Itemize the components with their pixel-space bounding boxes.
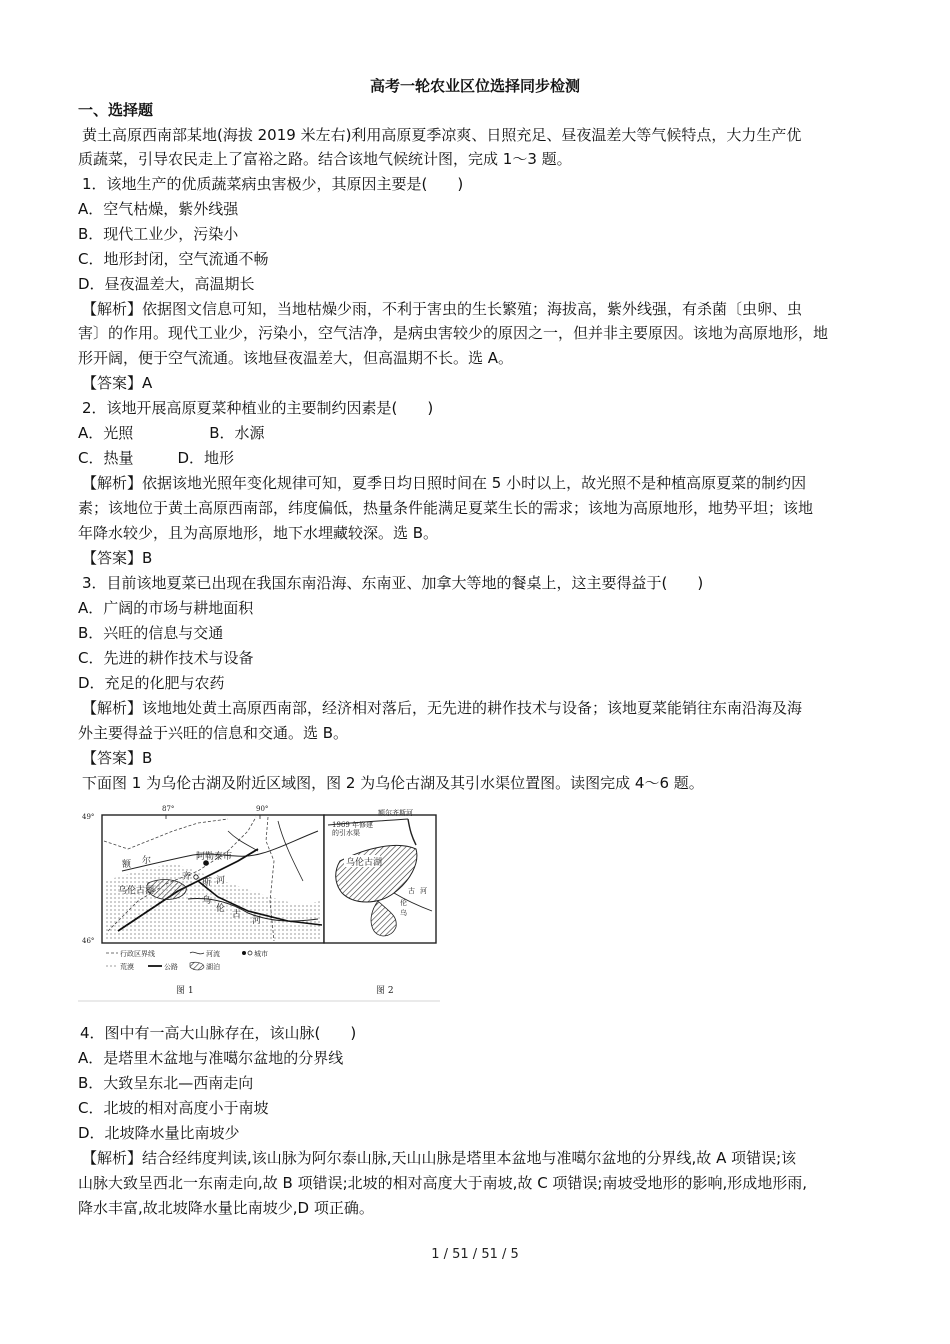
legend-label: 公路 bbox=[164, 963, 178, 971]
option: B．水源 bbox=[209, 424, 265, 442]
analysis-line: 【解析】该地地处黄土高原西南部，经济相对落后，无先进的耕作技术与设备；该地夏菜能销往东南沿海及海 bbox=[82, 699, 803, 717]
canal-label: 1969 年修建 bbox=[332, 821, 374, 829]
answer: 【答案】A bbox=[82, 374, 153, 392]
option: D．充足的化肥与农药 bbox=[78, 674, 225, 692]
river-label: 额尔齐斯河 bbox=[378, 809, 413, 817]
analysis-line: 【解析】依据图文信息可知，当地枯燥少雨，不利于害虫的生长繁殖；海拔高，紫外线强，有杀菌〔虫卵、虫 bbox=[82, 300, 803, 318]
river-label: 河 bbox=[420, 887, 427, 895]
lake-label: 乌伦古湖 bbox=[346, 858, 383, 868]
town-marker bbox=[194, 875, 198, 879]
option-row bbox=[78, 447, 234, 469]
figure-caption: 图 1 bbox=[176, 986, 194, 996]
answer: 【答案】B bbox=[82, 549, 153, 567]
lon-label: 87° bbox=[162, 805, 175, 813]
option: B．大致呈东北—西南走向 bbox=[78, 1074, 254, 1092]
river-label: 古 bbox=[232, 910, 242, 920]
analysis-line: 年降水较少，且为高原地形，地下水埋藏较深。选 B。 bbox=[78, 524, 439, 542]
river-label: 尔 bbox=[142, 856, 152, 866]
analysis-line: 【解析】结合经纬度判读,该山脉为阿尔泰山脉,天山山脉是塔里本盆地与准噶尔盆地的分界线,故 A 项错误;该 bbox=[82, 1149, 797, 1167]
page-title: 高考一轮农业区位选择同步检测 bbox=[369, 77, 580, 95]
intro-line: 下面图 1 为乌伦古湖及附近区域图，图 2 为乌伦古湖及其引水渠位置图。读图完成 4～6 题。 bbox=[82, 774, 704, 792]
lat-label: 46° bbox=[82, 937, 95, 945]
option: C．地形封闭，空气流通不畅 bbox=[78, 250, 269, 268]
option: B．现代工业少，污染小 bbox=[78, 225, 239, 243]
option: C．热量 bbox=[78, 449, 134, 467]
analysis-line: 害〕的作用。现代工业少，污染小，空气洁净，是病虫害较少的原因之一，但并非主要原因。该地为高原地形，地 bbox=[78, 324, 829, 342]
intro-line: 黄土高原西南部某地(海拔 2019 米左右)利用高原夏季凉爽、日照充足、昼夜温差大等气候特点，大力生产优 bbox=[82, 126, 802, 144]
option: A．是塔里木盆地与准噶尔盆地的分界线 bbox=[78, 1049, 344, 1067]
question-stem: 4．图中有一高大山脉存在，该山脉( ) bbox=[80, 1024, 357, 1042]
option: A．光照 bbox=[78, 424, 134, 442]
option: D．昼夜温差大，高温期长 bbox=[78, 275, 255, 293]
legend-label: 河流 bbox=[206, 950, 220, 958]
map-figure bbox=[78, 801, 440, 1003]
option: C．北坡的相对高度小于南坡 bbox=[78, 1099, 269, 1117]
question-stem: 2．该地开展高原夏菜种植业的主要制约因素是( ) bbox=[82, 399, 434, 417]
analysis-line: 山脉大致呈西北一东南走向,故 B 项错误;北坡的相对高度大于南坡,故 C 项错误;南坡受地形的影响,形成地形雨, bbox=[78, 1174, 808, 1192]
river-label: 河 bbox=[216, 876, 226, 886]
legend-label: 城市 bbox=[254, 950, 268, 958]
intro-line: 质蔬菜，引导农民走上了富裕之路。结合该地气候统计图，完成 1～3 题。 bbox=[78, 150, 572, 168]
city-label: 阿勒泰市 bbox=[196, 852, 233, 862]
question-stem: 1．该地生产的优质蔬菜病虫害极少，其原因主要是( ) bbox=[82, 175, 464, 193]
option: A．空气枯燥，紫外线强 bbox=[78, 200, 239, 218]
option: A．广阔的市场与耕地面积 bbox=[78, 599, 254, 617]
river-label: 河 bbox=[252, 916, 262, 926]
river-label: 斯 bbox=[202, 878, 212, 888]
option-row bbox=[78, 422, 265, 444]
river-label: 伦 bbox=[216, 904, 226, 914]
legend-label: 荒漠 bbox=[120, 963, 134, 971]
canal-label: 的引水渠 bbox=[332, 829, 360, 837]
option: B．兴旺的信息与交通 bbox=[78, 624, 224, 642]
legend-label: 行政区界线 bbox=[120, 950, 155, 958]
option: C．先进的耕作技术与设备 bbox=[78, 649, 254, 667]
option: D．北坡降水量比南坡少 bbox=[78, 1124, 240, 1142]
analysis-line: 降水丰富,故北坡降水量比南坡少,D 项正确。 bbox=[78, 1199, 374, 1217]
river-label: 古 bbox=[408, 887, 415, 895]
lake-label: 乌伦古湖 bbox=[118, 886, 155, 896]
answer: 【答案】B bbox=[82, 749, 153, 767]
river-label: 额 bbox=[122, 860, 132, 870]
analysis-line: 【解析】依据该地光照年变化规律可知，夏季日均日照时间在 5 小时以上，故光照不是种植高原夏菜的制约因 bbox=[82, 474, 807, 492]
river-label: 乌 bbox=[400, 909, 407, 917]
river-label: 乌 bbox=[202, 896, 212, 906]
analysis-line: 外主要得益于兴旺的信息和交通。选 B。 bbox=[78, 724, 349, 742]
question-stem: 3．目前该地夏菜已出现在我国东南沿海、东南亚、加拿大等地的餐桌上，这主要得益于( ) bbox=[82, 574, 704, 592]
river-label: 齐 bbox=[182, 872, 192, 882]
page-footer: 1 / 51 / 51 / 5 bbox=[431, 1247, 519, 1262]
lon-label: 90° bbox=[256, 805, 269, 813]
figure-caption: 图 2 bbox=[376, 986, 394, 996]
legend-label: 湖泊 bbox=[206, 963, 220, 971]
river-label: 伦 bbox=[400, 899, 407, 907]
section-heading: 一、选择题 bbox=[78, 101, 154, 119]
analysis-line: 素；该地位于黄土高原西南部，纬度偏低，热量条件能满足夏菜生长的需求；该地为高原地形，地势平坦；该地 bbox=[78, 499, 814, 517]
option: D．地形 bbox=[177, 449, 235, 467]
lat-label: 49° bbox=[82, 813, 95, 821]
analysis-line: 形开阔，便于空气流通。该地昼夜温差大，但高温期不长。选 A。 bbox=[78, 349, 514, 367]
